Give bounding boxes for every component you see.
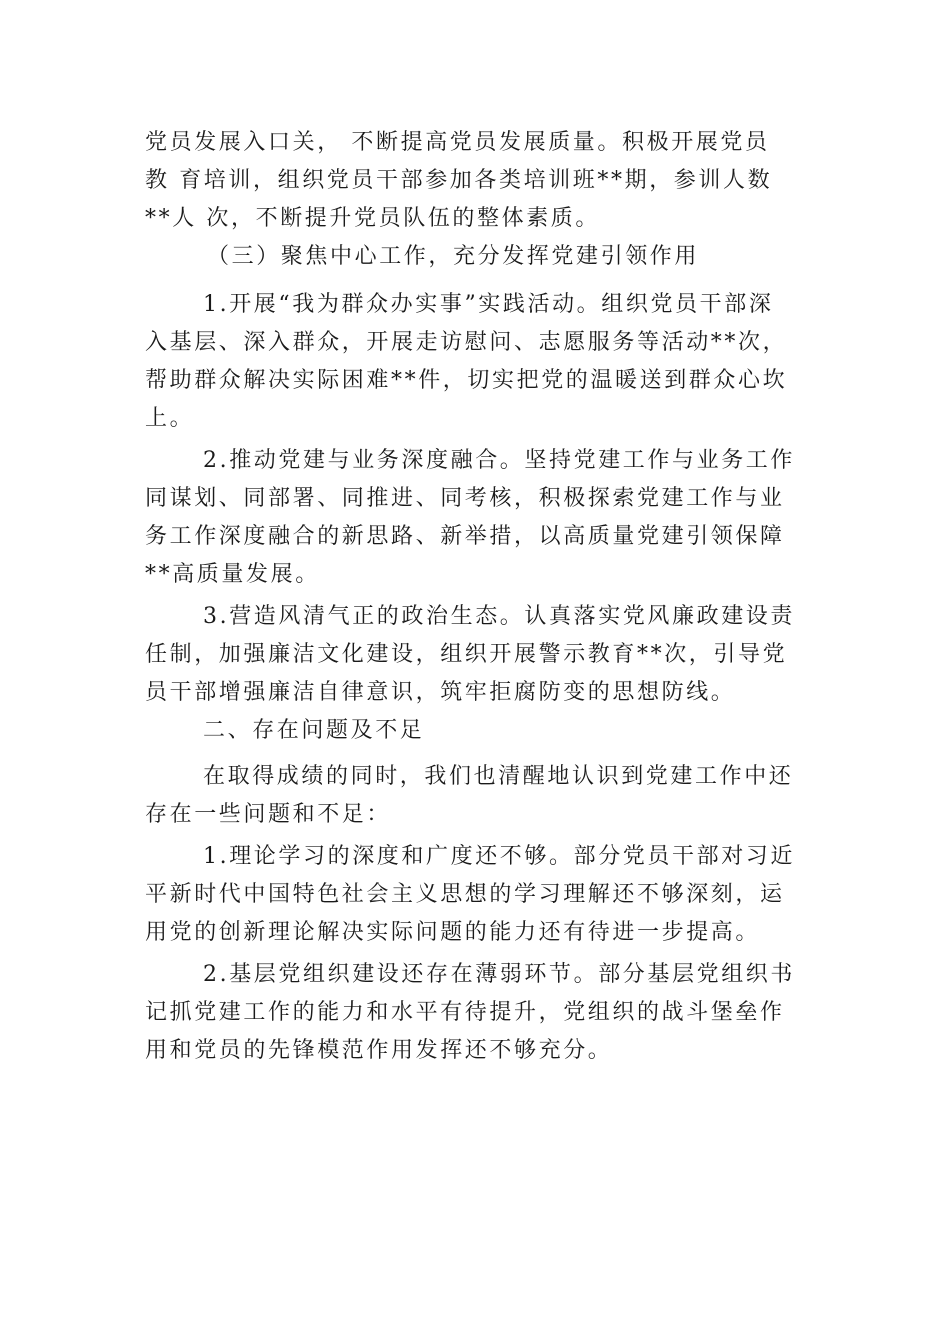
heading-text: 二、存在问题及不足 xyxy=(203,718,425,743)
text-line: 务工作深度融合的新思路、新举措，以高质量党建引领保障 xyxy=(145,524,785,549)
heading-text: （三）聚焦中心工作，充分发挥党建引领作用 xyxy=(207,244,700,269)
text-line: 员干部增强廉洁自律意识，筑牢拒腐防变的思想防线。 xyxy=(145,680,736,705)
text-line: 在取得成绩的同时，我们也清醒地认识到党建工作中还 xyxy=(203,764,794,789)
paragraph-problem-1 xyxy=(145,838,805,952)
paragraph-item-1 xyxy=(145,286,805,438)
section-heading-3 xyxy=(145,238,805,276)
text-line: 上。 xyxy=(145,406,195,431)
text-line: 2.推动党建与业务深度融合。坚持党建工作与业务工作 xyxy=(203,448,795,473)
text-line: **高质量发展。 xyxy=(145,562,320,587)
section-heading-2 xyxy=(145,712,805,750)
text-line: 存在一些问题和不足： xyxy=(145,802,392,827)
paragraph-problem-2 xyxy=(145,956,805,1070)
paragraph-item-3 xyxy=(145,598,805,712)
text-line: 入基层、深入群众，开展走访慰问、志愿服务等活动**次， xyxy=(145,330,788,355)
paragraph-intro xyxy=(145,758,805,834)
paragraph-continuation xyxy=(145,124,805,238)
text-line: 1.开展“我为群众办实事”实践活动。组织党员干部深 xyxy=(203,292,774,317)
text-line: 党员发展入口关， 不断提高党员发展质量。积极开展党员 xyxy=(145,130,770,155)
text-line: 教 育培训，组织党员干部参加各类培训班**期，参训人数 xyxy=(145,168,773,193)
text-line: 1.理论学习的深度和广度还不够。部分党员干部对习近 xyxy=(203,844,795,869)
text-line: 用和党员的先锋模范作用发挥还不够充分。 xyxy=(145,1038,613,1063)
text-line: 记抓党建工作的能力和水平有待提升，党组织的战斗堡垒作 xyxy=(145,1000,785,1025)
text-line: 帮助群众解决实际困难**件，切实把党的温暖送到群众心坎 xyxy=(145,368,788,393)
text-line: 同谋划、同部署、同推进、同考核，积极探索党建工作与业 xyxy=(145,486,785,511)
text-line: 用党的创新理论解决实际问题的能力还有待进一步提高。 xyxy=(145,920,761,945)
text-line: 任制，加强廉洁文化建设，组织开展警示教育**次，引导党 xyxy=(145,642,788,667)
text-line: 2.基层党组织建设还存在薄弱环节。部分基层党组织书 xyxy=(203,962,795,987)
paragraph-item-2 xyxy=(145,442,805,594)
text-line: 3.营造风清气正的政治生态。认真落实党风廉政建设责 xyxy=(203,604,795,629)
text-line: **人 次，不断提升党员队伍的整体素质。 xyxy=(145,206,600,231)
text-line: 平新时代中国特色社会主义思想的学习理解还不够深刻，运 xyxy=(145,882,785,907)
